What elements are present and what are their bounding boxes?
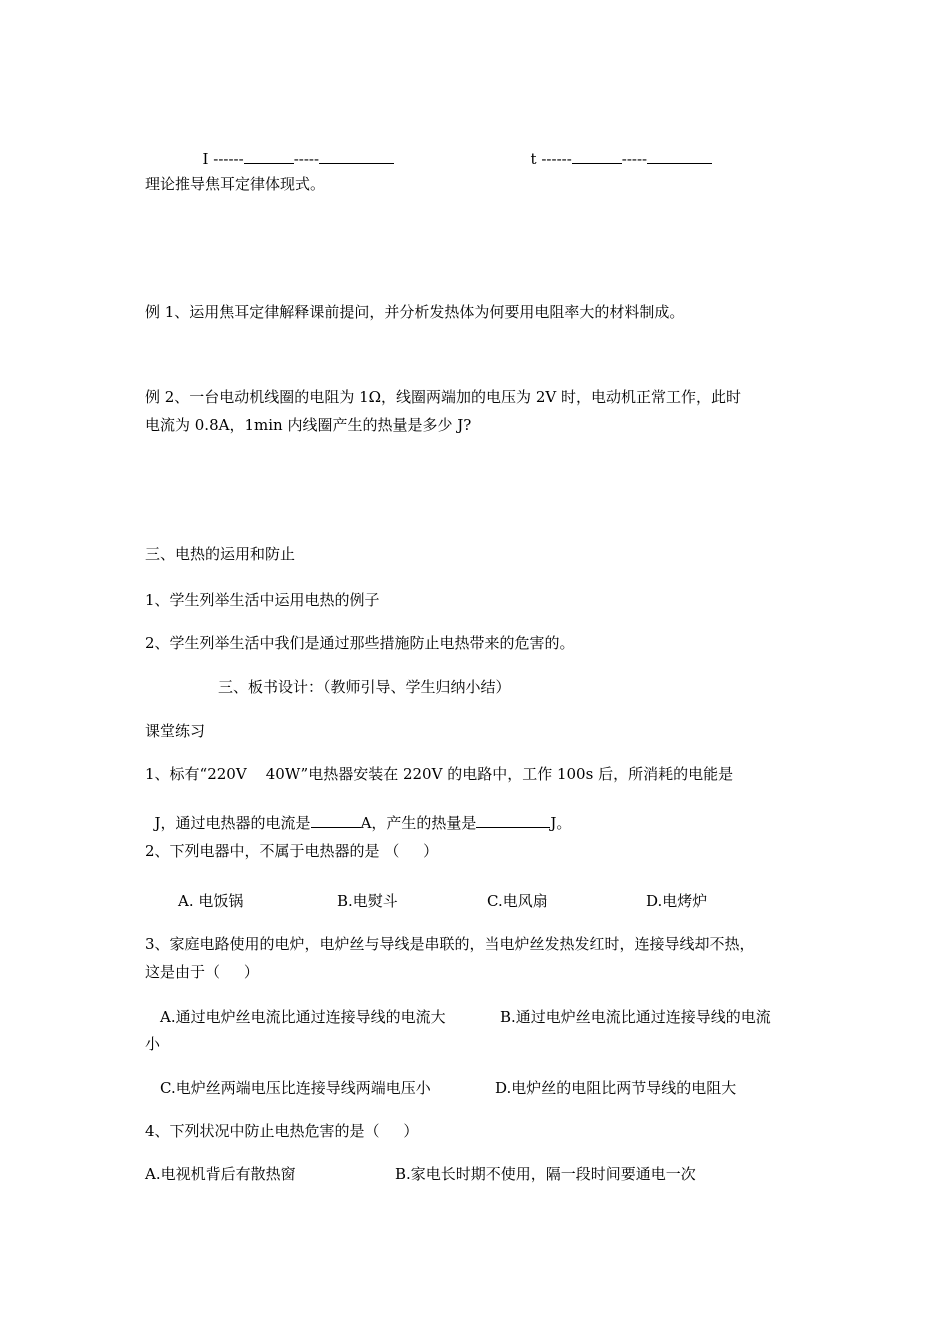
q1-part-c: J。 bbox=[550, 814, 572, 832]
time-blank-row bbox=[521, 128, 712, 169]
q2-option-b[interactable]: B.电熨斗 bbox=[337, 892, 398, 910]
practice-title: 课堂练习 bbox=[145, 722, 206, 740]
board-design-heading: 三、板书设计：（教师引导、学生归纳小结） bbox=[218, 678, 511, 696]
blank-i-2[interactable] bbox=[319, 148, 394, 164]
q2-option-d[interactable]: D.电烤炉 bbox=[646, 892, 708, 910]
section-3-title: 三、电热的运用和防止 bbox=[145, 545, 296, 563]
blank-i-1[interactable] bbox=[244, 148, 294, 164]
section-3-item-2: 2、学生列举生活中我们是通过那些措施防止电热带来的危害的。 bbox=[145, 634, 575, 652]
i-dash-2: ----- bbox=[293, 150, 320, 168]
q3-option-b-continued: 小 bbox=[145, 1035, 161, 1053]
q1-part-a: J，通过电热器的电流是 bbox=[154, 814, 311, 832]
blank-current[interactable] bbox=[311, 812, 361, 828]
q3-option-b[interactable]: B.通过电炉丝电流比通过连接导线的电流 bbox=[500, 1008, 771, 1026]
blank-t-2[interactable] bbox=[647, 148, 712, 164]
derivation-text: 理论推导焦耳定律体现式。 bbox=[145, 175, 326, 193]
blank-heat[interactable] bbox=[476, 812, 550, 828]
example-2-line-1: 例 2、一台电动机线圈的电阻为 1Ω，线圈两端加的电压为 2V 时，电动机正常工作，此时 bbox=[145, 388, 741, 406]
question-3-line-2: 这是由于（ ） bbox=[145, 963, 259, 981]
example-2-line-2: 电流为 0.8A，1min 内线圈产生的热量是多少 J? bbox=[145, 416, 472, 434]
question-1-line-1: 1、标有“220V 40W”电热器安装在 220V 的电路中，工作 100s 后，所消耗的电能是 bbox=[145, 765, 734, 783]
question-4: 4、下列状况中防止电热危害的是（ ） bbox=[145, 1122, 419, 1140]
i-label: I bbox=[202, 150, 209, 168]
q3-option-c[interactable]: C.电炉丝两端电压比连接导线两端电压小 bbox=[160, 1079, 431, 1097]
i-dash-1: ------ bbox=[213, 150, 244, 168]
question-1-line-2 bbox=[145, 792, 571, 833]
blank-t-1[interactable] bbox=[572, 148, 622, 164]
q1-part-b: A，产生的热量是 bbox=[360, 814, 477, 832]
q4-option-a[interactable]: A.电视机背后有散热窗 bbox=[145, 1165, 296, 1183]
question-3-line-1: 3、家庭电路使用的电炉，电炉丝与导线是串联的，当电炉丝发热发红时，连接导线却不热， bbox=[145, 935, 755, 953]
section-3-item-1: 1、学生列举生活中运用电热的例子 bbox=[145, 591, 380, 609]
question-2: 2、下列电器中，不属于电热器的是 （ ） bbox=[145, 842, 439, 860]
current-blank-row bbox=[193, 128, 394, 169]
example-1: 例 1、运用焦耳定律解释课前提问，并分析发热体为何要用电阻率大的材料制成。 bbox=[145, 303, 685, 321]
t-dash-2: ----- bbox=[621, 150, 648, 168]
t-label: t bbox=[530, 150, 537, 168]
q2-option-a[interactable]: A. 电饭锅 bbox=[178, 892, 244, 910]
q2-option-c[interactable]: C.电风扇 bbox=[487, 892, 548, 910]
q4-option-b[interactable]: B.家电长时期不使用，隔一段时间要通电一次 bbox=[395, 1165, 696, 1183]
q3-option-d[interactable]: D.电炉丝的电阻比两节导线的电阻大 bbox=[495, 1079, 737, 1097]
q3-option-a[interactable]: A.通过电炉丝电流比通过连接导线的电流大 bbox=[160, 1008, 446, 1026]
t-dash-1: ------ bbox=[541, 150, 572, 168]
